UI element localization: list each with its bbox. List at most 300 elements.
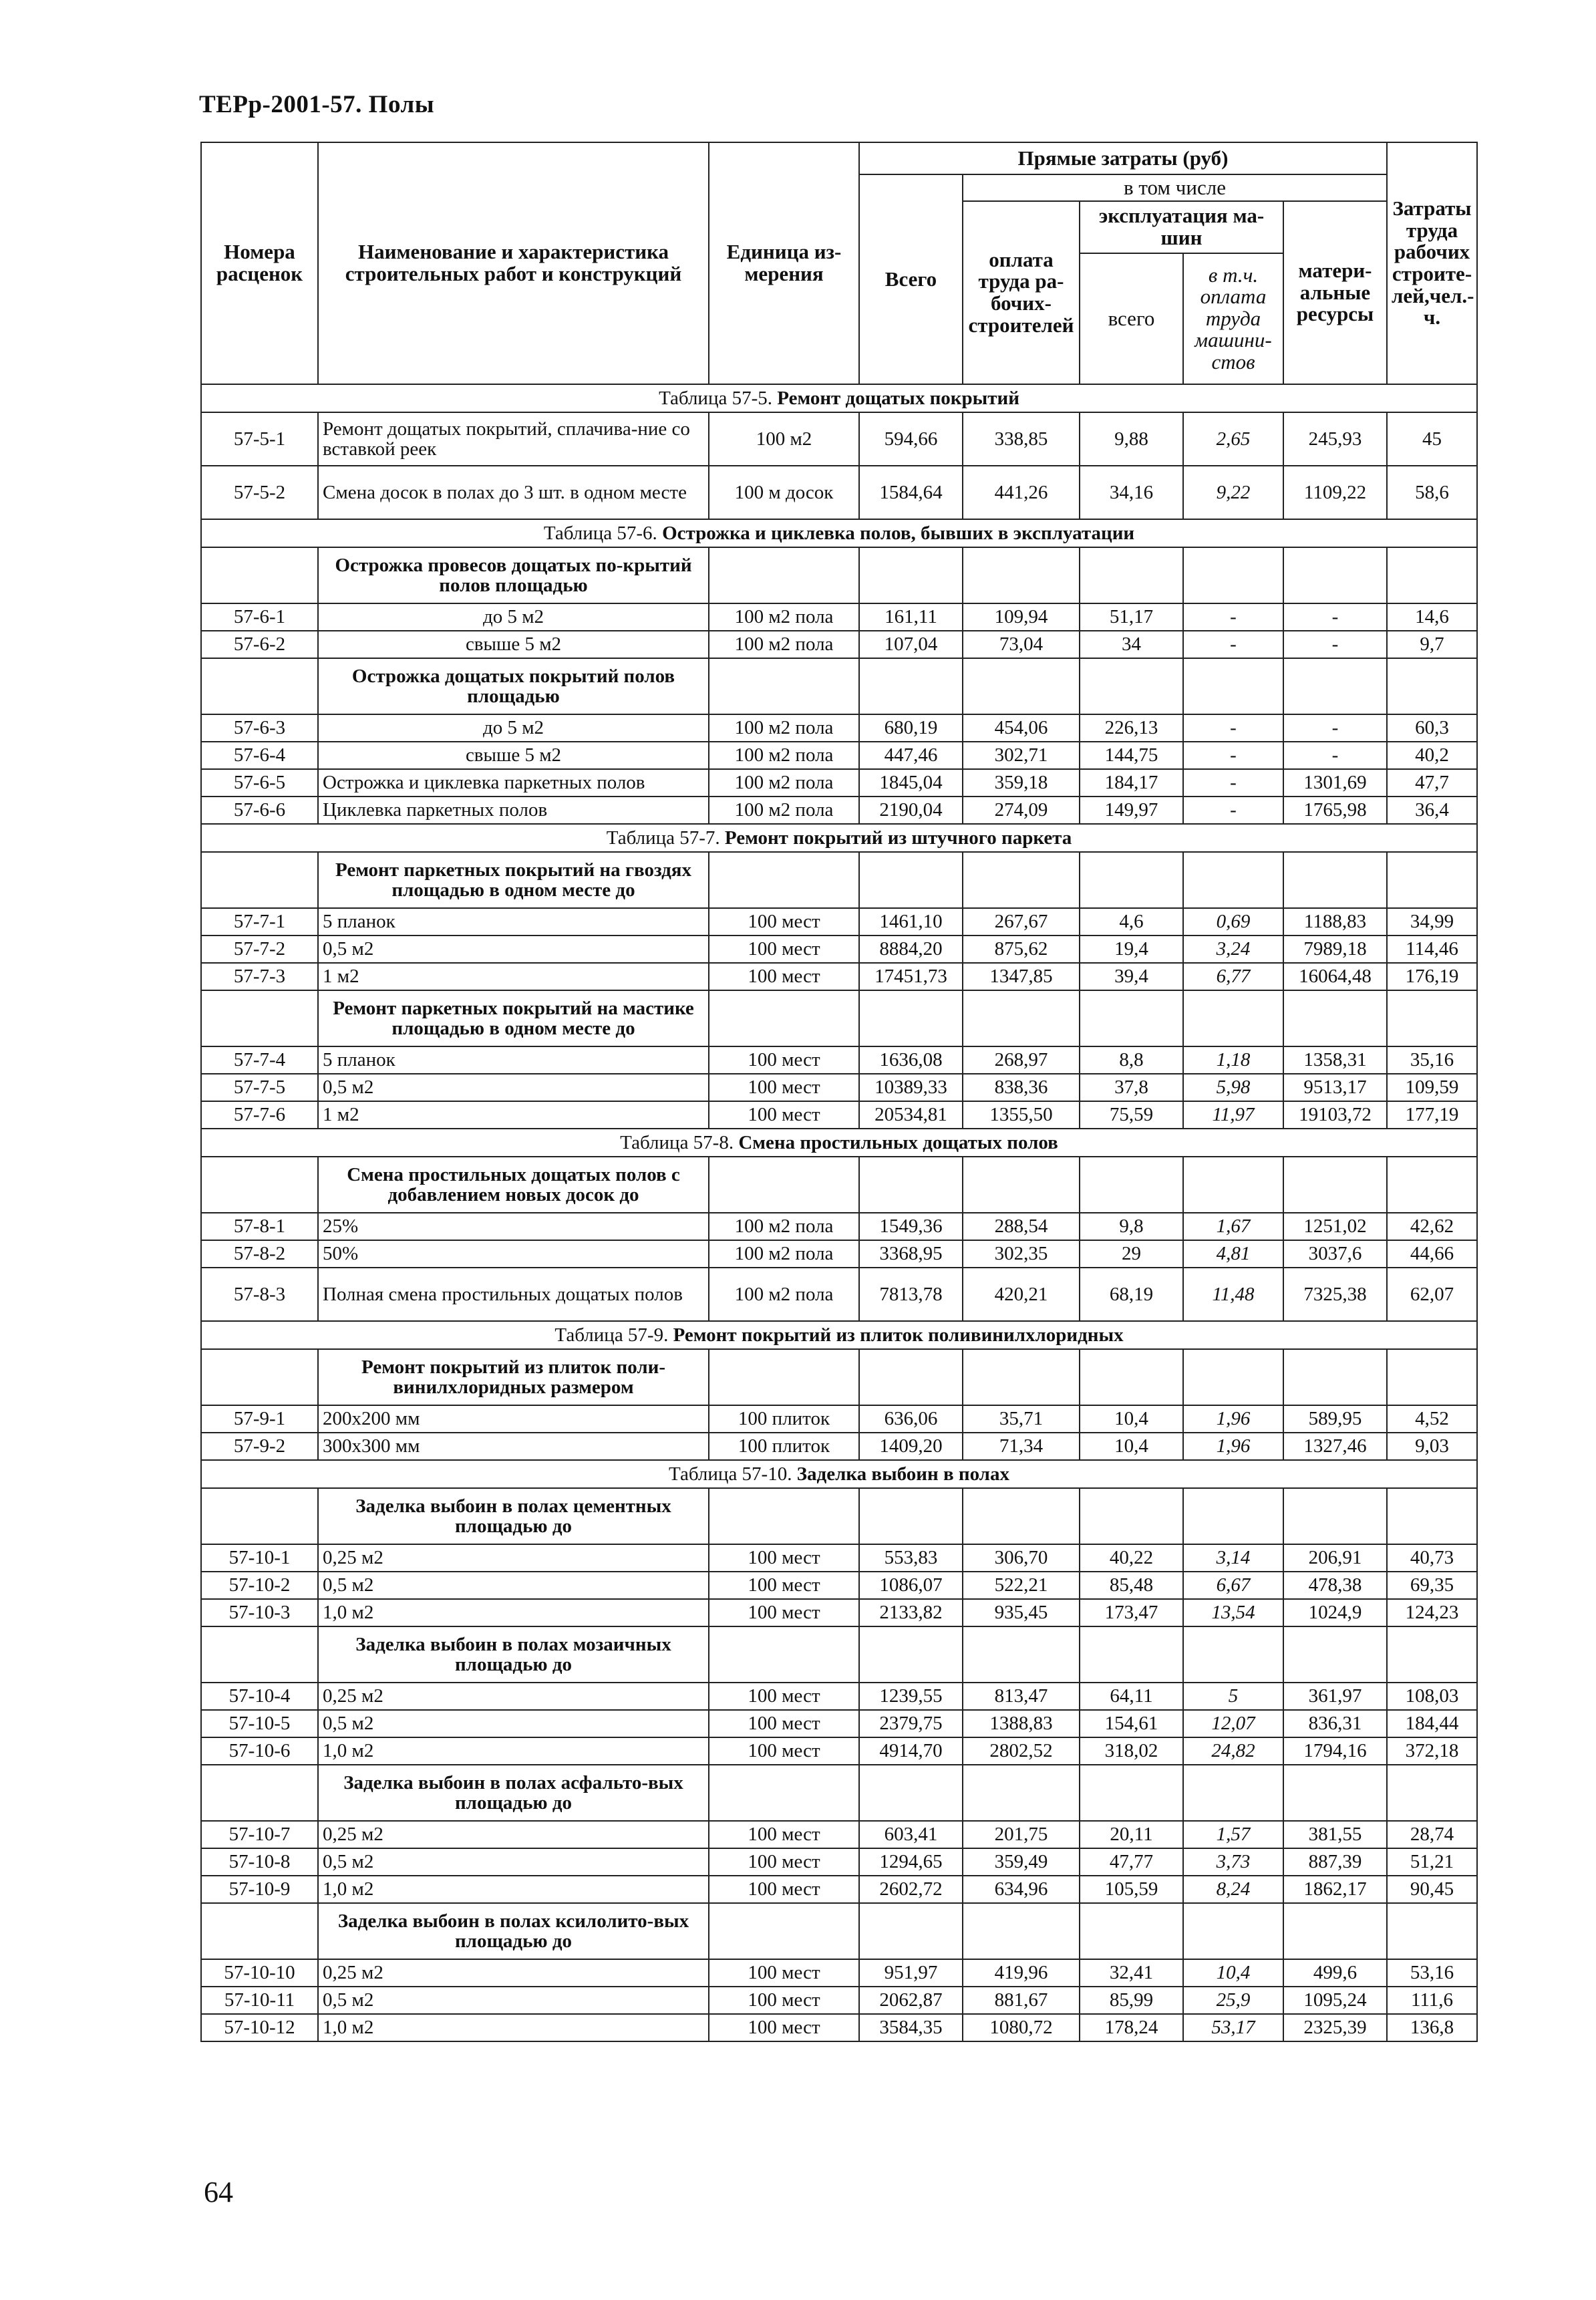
rate-code: 57-6-5: [201, 769, 318, 797]
materials-cost: 3037,6: [1283, 1240, 1387, 1268]
col-machines-total-header: всего: [1080, 253, 1183, 384]
labor-hours: 4,52: [1387, 1405, 1477, 1433]
total-cost: 2602,72: [859, 1876, 963, 1903]
rate-code: 57-5-1: [201, 412, 318, 466]
machinist-wages: 24,82: [1183, 1737, 1283, 1765]
group-label: Заделка выбоин в полах асфальто-вых площадью до: [318, 1765, 709, 1821]
machine-cost: 39,4: [1080, 963, 1183, 990]
unit-of-measure: 100 м2 пола: [709, 1268, 859, 1321]
empty-cell: [1080, 1903, 1183, 1959]
worker-wages: 522,21: [963, 1572, 1080, 1599]
unit-of-measure: 100 мест: [709, 1821, 859, 1848]
unit-of-measure: 100 плиток: [709, 1405, 859, 1433]
labor-hours: 177,19: [1387, 1101, 1477, 1129]
empty-cell: [1387, 1903, 1477, 1959]
machinist-wages: -: [1183, 797, 1283, 824]
empty-cell: [963, 1488, 1080, 1544]
empty-cell: [709, 1765, 859, 1821]
section-title: [201, 519, 1477, 547]
materials-cost: 478,38: [1283, 1572, 1387, 1599]
total-cost: 636,06: [859, 1405, 963, 1433]
col-direct-costs-header: Прямые затраты (руб): [859, 142, 1387, 174]
section-title-row: [201, 519, 1477, 547]
group-label: Заделка выбоин в полах мозаичных площадью до: [318, 1626, 709, 1683]
total-cost: 161,11: [859, 603, 963, 631]
machine-cost: 37,8: [1080, 1074, 1183, 1101]
machinist-wages: 13,54: [1183, 1599, 1283, 1626]
labor-hours: 9,03: [1387, 1433, 1477, 1460]
work-description: Смена досок в полах до 3 шт. в одном месте: [318, 466, 709, 519]
worker-wages: 302,35: [963, 1240, 1080, 1268]
table-row: [201, 1599, 1477, 1626]
machine-cost: 4,6: [1080, 908, 1183, 936]
materials-cost: 1095,24: [1283, 1987, 1387, 2014]
empty-cell: [859, 658, 963, 714]
work-description: 0,5 м2: [318, 1074, 709, 1101]
section-number: Таблица 57-5.: [659, 387, 772, 409]
machine-cost: 64,11: [1080, 1683, 1183, 1710]
rate-code: 57-10-12: [201, 2014, 318, 2041]
section-title: [201, 824, 1477, 852]
col-name-header: Наименование и характеристика строительных работ и конструкций: [318, 142, 709, 384]
empty-cell: [1283, 990, 1387, 1046]
group-row: [201, 1488, 1477, 1544]
empty-cell: [1183, 1488, 1283, 1544]
labor-hours: 40,2: [1387, 742, 1477, 769]
group-row: [201, 658, 1477, 714]
work-description: 5 планок: [318, 908, 709, 936]
machinist-wages: 5,98: [1183, 1074, 1283, 1101]
machine-cost: 9,88: [1080, 412, 1183, 466]
work-description: 0,5 м2: [318, 1572, 709, 1599]
machine-cost: 85,99: [1080, 1987, 1183, 2014]
section-name: Заделка выбоин в полах: [796, 1463, 1009, 1485]
unit-of-measure: 100 м досок: [709, 466, 859, 519]
total-cost: 10389,33: [859, 1074, 963, 1101]
empty-cell: [859, 990, 963, 1046]
empty-cell: [709, 852, 859, 908]
worker-wages: 288,54: [963, 1213, 1080, 1240]
labor-hours: 184,44: [1387, 1710, 1477, 1737]
machinist-wages: 10,4: [1183, 1959, 1283, 1987]
empty-cell: [1283, 547, 1387, 603]
materials-cost: 1327,46: [1283, 1433, 1387, 1460]
worker-wages: 306,70: [963, 1544, 1080, 1572]
unit-of-measure: 100 мест: [709, 1074, 859, 1101]
worker-wages: 1355,50: [963, 1101, 1080, 1129]
labor-hours: 114,46: [1387, 936, 1477, 963]
empty-cell: [1080, 658, 1183, 714]
machinist-wages: 6,77: [1183, 963, 1283, 990]
labor-hours: 108,03: [1387, 1683, 1477, 1710]
rate-code: 57-7-3: [201, 963, 318, 990]
worker-wages: 35,71: [963, 1405, 1080, 1433]
total-cost: 8884,20: [859, 936, 963, 963]
section-number: Таблица 57-7.: [606, 827, 720, 849]
table-row: [201, 1240, 1477, 1268]
col-materials-header: матери-альные ресурсы: [1283, 201, 1387, 384]
unit-of-measure: 100 м2 пола: [709, 631, 859, 658]
unit-of-measure: 100 мест: [709, 1848, 859, 1876]
rate-code: 57-6-4: [201, 742, 318, 769]
empty-cell: [859, 547, 963, 603]
empty-cell: [1080, 1765, 1183, 1821]
worker-wages: 73,04: [963, 631, 1080, 658]
worker-wages: 302,71: [963, 742, 1080, 769]
group-label: Ремонт паркетных покрытий на мастике площадью в одном месте до: [318, 990, 709, 1046]
work-description: 0,25 м2: [318, 1544, 709, 1572]
rate-code: 57-10-8: [201, 1848, 318, 1876]
unit-of-measure: 100 мест: [709, 1987, 859, 2014]
rate-code: 57-10-9: [201, 1876, 318, 1903]
machine-cost: 51,17: [1080, 603, 1183, 631]
rate-code: 57-5-2: [201, 466, 318, 519]
empty-cell: [709, 547, 859, 603]
empty-cell: [1387, 990, 1477, 1046]
work-description: свыше 5 м2: [318, 631, 709, 658]
group-row: [201, 547, 1477, 603]
table-row: [201, 2014, 1477, 2041]
machinist-wages: 3,73: [1183, 1848, 1283, 1876]
table-row: [201, 936, 1477, 963]
empty-cell: [1183, 852, 1283, 908]
work-description: 1,0 м2: [318, 1599, 709, 1626]
machine-cost: 85,48: [1080, 1572, 1183, 1599]
empty-cell: [963, 1349, 1080, 1405]
empty-cell: [1387, 1349, 1477, 1405]
materials-cost: 1109,22: [1283, 466, 1387, 519]
labor-hours: 136,8: [1387, 2014, 1477, 2041]
worker-wages: 201,75: [963, 1821, 1080, 1848]
total-cost: 3584,35: [859, 2014, 963, 2041]
labor-hours: 35,16: [1387, 1046, 1477, 1074]
empty-cell: [709, 1349, 859, 1405]
empty-cell: [859, 1903, 963, 1959]
machinist-wages: 4,81: [1183, 1240, 1283, 1268]
total-cost: 3368,95: [859, 1240, 963, 1268]
unit-of-measure: 100 м2: [709, 412, 859, 466]
group-row: [201, 852, 1477, 908]
total-cost: 680,19: [859, 714, 963, 742]
work-description: 25%: [318, 1213, 709, 1240]
table-row: [201, 1572, 1477, 1599]
page-header: ТЕРр-2001-57. Полы: [199, 91, 435, 118]
machine-cost: 19,4: [1080, 936, 1183, 963]
worker-wages: 881,67: [963, 1987, 1080, 2014]
labor-hours: 14,6: [1387, 603, 1477, 631]
empty-cell: [1183, 1626, 1283, 1683]
unit-of-measure: 100 м2 пола: [709, 742, 859, 769]
total-cost: 107,04: [859, 631, 963, 658]
empty-cell: [963, 1157, 1080, 1213]
machinist-wages: 12,07: [1183, 1710, 1283, 1737]
unit-of-measure: 100 м2 пола: [709, 797, 859, 824]
materials-cost: 19103,72: [1283, 1101, 1387, 1129]
rate-code: 57-10-7: [201, 1821, 318, 1848]
machine-cost: 29: [1080, 1240, 1183, 1268]
rate-code: 57-7-2: [201, 936, 318, 963]
labor-hours: 40,73: [1387, 1544, 1477, 1572]
total-cost: 1584,64: [859, 466, 963, 519]
total-cost: 603,41: [859, 1821, 963, 1848]
total-cost: 20534,81: [859, 1101, 963, 1129]
col-code-header: Номера расценок: [201, 142, 318, 384]
machinist-wages: -: [1183, 769, 1283, 797]
work-description: 1,0 м2: [318, 1737, 709, 1765]
unit-of-measure: 100 м2 пола: [709, 769, 859, 797]
worker-wages: 71,34: [963, 1433, 1080, 1460]
worker-wages: 1347,85: [963, 963, 1080, 990]
rate-code: 57-6-3: [201, 714, 318, 742]
section-number: Таблица 57-10.: [669, 1463, 792, 1485]
section-title-row: [201, 1460, 1477, 1488]
empty-cell: [1387, 1765, 1477, 1821]
unit-of-measure: 100 мест: [709, 1046, 859, 1074]
work-description: 50%: [318, 1240, 709, 1268]
work-description: 0,25 м2: [318, 1683, 709, 1710]
machine-cost: 154,61: [1080, 1710, 1183, 1737]
machinist-wages: 53,17: [1183, 2014, 1283, 2041]
machine-cost: 47,77: [1080, 1848, 1183, 1876]
rate-code: 57-8-3: [201, 1268, 318, 1321]
table-row: [201, 797, 1477, 824]
materials-cost: 1251,02: [1283, 1213, 1387, 1240]
work-description: 0,5 м2: [318, 1848, 709, 1876]
labor-hours: 28,74: [1387, 1821, 1477, 1848]
col-total-header: Всего: [859, 174, 963, 384]
machinist-wages: 3,14: [1183, 1544, 1283, 1572]
machinist-wages: 1,67: [1183, 1213, 1283, 1240]
work-description: Циклевка паркетных полов: [318, 797, 709, 824]
table-row: [201, 1101, 1477, 1129]
empty-cell: [201, 658, 318, 714]
unit-of-measure: 100 мест: [709, 1683, 859, 1710]
labor-hours: 36,4: [1387, 797, 1477, 824]
machine-cost: 34,16: [1080, 466, 1183, 519]
machine-cost: 184,17: [1080, 769, 1183, 797]
machine-cost: 318,02: [1080, 1737, 1183, 1765]
table-row: [201, 466, 1477, 519]
empty-cell: [1387, 1157, 1477, 1213]
section-number: Таблица 57-8.: [620, 1131, 734, 1153]
materials-cost: 499,6: [1283, 1959, 1387, 1987]
unit-of-measure: 100 м2 пола: [709, 714, 859, 742]
machinist-wages: -: [1183, 603, 1283, 631]
rate-code: 57-9-2: [201, 1433, 318, 1460]
worker-wages: 338,85: [963, 412, 1080, 466]
labor-hours: 90,45: [1387, 1876, 1477, 1903]
labor-hours: 111,6: [1387, 1987, 1477, 2014]
empty-cell: [709, 1488, 859, 1544]
col-unit-header: Единица из-мерения: [709, 142, 859, 384]
section-number: Таблица 57-9.: [554, 1324, 669, 1346]
table-header: [201, 142, 1477, 384]
empty-cell: [1387, 658, 1477, 714]
rate-code: 57-9-1: [201, 1405, 318, 1433]
labor-hours: 47,7: [1387, 769, 1477, 797]
materials-cost: 9513,17: [1283, 1074, 1387, 1101]
table-row: [201, 1213, 1477, 1240]
total-cost: 2062,87: [859, 1987, 963, 2014]
section-title-row: [201, 824, 1477, 852]
materials-cost: 7325,38: [1283, 1268, 1387, 1321]
labor-hours: 109,59: [1387, 1074, 1477, 1101]
empty-cell: [201, 1349, 318, 1405]
worker-wages: 274,09: [963, 797, 1080, 824]
total-cost: 594,66: [859, 412, 963, 466]
machine-cost: 9,8: [1080, 1213, 1183, 1240]
total-cost: 1549,36: [859, 1213, 963, 1240]
rate-code: 57-7-4: [201, 1046, 318, 1074]
section-title: [201, 1321, 1477, 1349]
unit-of-measure: 100 мест: [709, 1737, 859, 1765]
materials-cost: 381,55: [1283, 1821, 1387, 1848]
machine-cost: 149,97: [1080, 797, 1183, 824]
machine-cost: 75,59: [1080, 1101, 1183, 1129]
labor-hours: 34,99: [1387, 908, 1477, 936]
total-cost: 1636,08: [859, 1046, 963, 1074]
worker-wages: 267,67: [963, 908, 1080, 936]
section-name: Ремонт покрытий из штучного паркета: [724, 827, 1072, 849]
unit-of-measure: 100 м2 пола: [709, 1213, 859, 1240]
machine-cost: 178,24: [1080, 2014, 1183, 2041]
col-machines-header: эксплуатация ма-шин: [1080, 201, 1283, 253]
machinist-wages: 25,9: [1183, 1987, 1283, 2014]
table-row: [201, 1544, 1477, 1572]
machinist-wages: 1,96: [1183, 1433, 1283, 1460]
materials-cost: 1358,31: [1283, 1046, 1387, 1074]
worker-wages: 419,96: [963, 1959, 1080, 1987]
empty-cell: [709, 1626, 859, 1683]
empty-cell: [1183, 1349, 1283, 1405]
empty-cell: [1283, 1765, 1387, 1821]
rate-code: 57-10-3: [201, 1599, 318, 1626]
empty-cell: [1080, 990, 1183, 1046]
empty-cell: [859, 1626, 963, 1683]
work-description: 1,0 м2: [318, 1876, 709, 1903]
empty-cell: [963, 1765, 1080, 1821]
machine-cost: 10,4: [1080, 1433, 1183, 1460]
rate-code: 57-8-1: [201, 1213, 318, 1240]
work-description: 1 м2: [318, 963, 709, 990]
empty-cell: [963, 1903, 1080, 1959]
machinist-wages: 5: [1183, 1683, 1283, 1710]
materials-cost: 7989,18: [1283, 936, 1387, 963]
group-row: [201, 1349, 1477, 1405]
unit-of-measure: 100 мест: [709, 1959, 859, 1987]
table-row: [201, 1046, 1477, 1074]
materials-cost: 1794,16: [1283, 1737, 1387, 1765]
work-description: 5 планок: [318, 1046, 709, 1074]
machinist-wages: 1,57: [1183, 1821, 1283, 1848]
worker-wages: 441,26: [963, 466, 1080, 519]
total-cost: 1845,04: [859, 769, 963, 797]
col-machinist-wages-header: в т.ч. оплата труда машини-стов: [1183, 253, 1283, 384]
machine-cost: 105,59: [1080, 1876, 1183, 1903]
materials-cost: 887,39: [1283, 1848, 1387, 1876]
group-row: [201, 1765, 1477, 1821]
empty-cell: [201, 1626, 318, 1683]
machinist-wages: -: [1183, 631, 1283, 658]
empty-cell: [1183, 990, 1283, 1046]
unit-of-measure: 100 мест: [709, 1599, 859, 1626]
work-description: Острожка и циклевка паркетных полов: [318, 769, 709, 797]
group-label: Смена простильных дощатых полов с добавлением новых досок до: [318, 1157, 709, 1213]
machinist-wages: 0,69: [1183, 908, 1283, 936]
section-title-row: [201, 1129, 1477, 1157]
materials-cost: 361,97: [1283, 1683, 1387, 1710]
work-description: свыше 5 м2: [318, 742, 709, 769]
machine-cost: 226,13: [1080, 714, 1183, 742]
empty-cell: [1283, 1157, 1387, 1213]
labor-hours: 9,7: [1387, 631, 1477, 658]
empty-cell: [201, 990, 318, 1046]
work-description: до 5 м2: [318, 714, 709, 742]
table-row: [201, 769, 1477, 797]
worker-wages: 454,06: [963, 714, 1080, 742]
empty-cell: [1080, 1349, 1183, 1405]
rate-code: 57-10-11: [201, 1987, 318, 2014]
materials-cost: -: [1283, 603, 1387, 631]
empty-cell: [201, 1157, 318, 1213]
machinist-wages: 1,96: [1183, 1405, 1283, 1433]
work-description: 0,25 м2: [318, 1959, 709, 1987]
machine-cost: 20,11: [1080, 1821, 1183, 1848]
table-row: [201, 1405, 1477, 1433]
empty-cell: [1387, 547, 1477, 603]
table-row: [201, 1683, 1477, 1710]
unit-of-measure: 100 м2 пола: [709, 603, 859, 631]
machinist-wages: 3,24: [1183, 936, 1283, 963]
section-title-row: [201, 384, 1477, 412]
empty-cell: [963, 1626, 1080, 1683]
total-cost: 1461,10: [859, 908, 963, 936]
labor-hours: 124,23: [1387, 1599, 1477, 1626]
worker-wages: 875,62: [963, 936, 1080, 963]
table-row: [201, 603, 1477, 631]
work-description: 0,5 м2: [318, 936, 709, 963]
empty-cell: [1283, 1488, 1387, 1544]
rate-code: 57-6-6: [201, 797, 318, 824]
empty-cell: [1183, 1903, 1283, 1959]
machinist-wages: 2,65: [1183, 412, 1283, 466]
materials-cost: 589,95: [1283, 1405, 1387, 1433]
work-description: Полная смена простильных дощатых полов: [318, 1268, 709, 1321]
empty-cell: [201, 852, 318, 908]
empty-cell: [1183, 658, 1283, 714]
group-label: Ремонт покрытий из плиток поли-винилхлоридных размером: [318, 1349, 709, 1405]
unit-of-measure: 100 мест: [709, 936, 859, 963]
rate-code: 57-8-2: [201, 1240, 318, 1268]
table-row: [201, 1987, 1477, 2014]
labor-hours: 62,07: [1387, 1268, 1477, 1321]
materials-cost: 836,31: [1283, 1710, 1387, 1737]
worker-wages: 420,21: [963, 1268, 1080, 1321]
group-label: Заделка выбоин в полах ксилолито-вых площадью до: [318, 1903, 709, 1959]
unit-of-measure: 100 мест: [709, 1101, 859, 1129]
rate-code: 57-7-1: [201, 908, 318, 936]
col-labor-header: Затраты труда рабочих строите-лей,чел.-ч.: [1387, 142, 1477, 384]
group-label: Ремонт паркетных покрытий на гвоздях площадью в одном месте до: [318, 852, 709, 908]
table-row: [201, 1959, 1477, 1987]
total-cost: 7813,78: [859, 1268, 963, 1321]
table-row: [201, 714, 1477, 742]
machine-cost: 68,19: [1080, 1268, 1183, 1321]
total-cost: 447,46: [859, 742, 963, 769]
machine-cost: 10,4: [1080, 1405, 1183, 1433]
page-number: 64: [204, 2176, 233, 2208]
empty-cell: [859, 852, 963, 908]
